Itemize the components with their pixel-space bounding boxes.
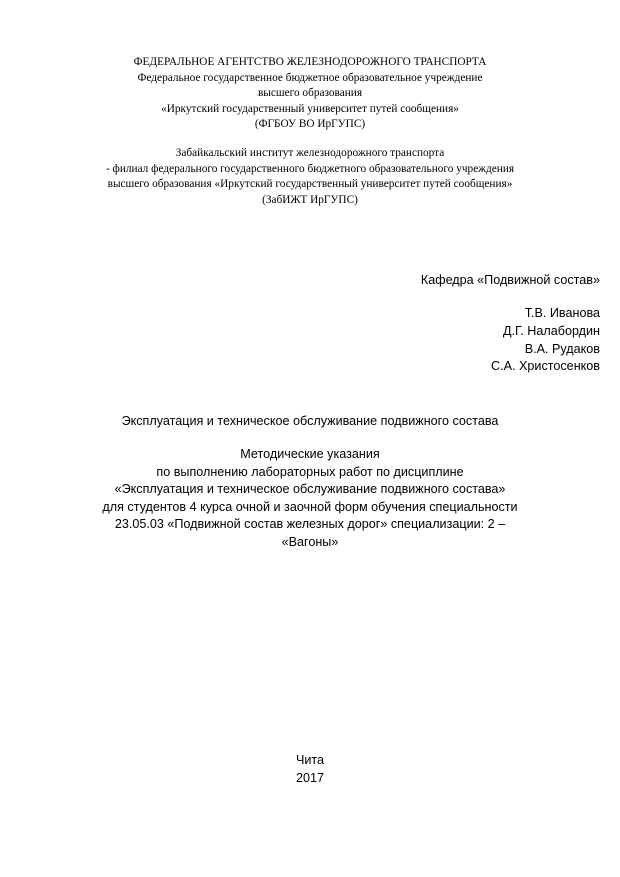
university-name: «Иркутский государственный университет путей сообщения» xyxy=(161,102,459,115)
department-name xyxy=(421,272,600,290)
year: 2017 xyxy=(295,770,325,785)
document-title-text: Эксплуатация и техническое обслуживание подвижного состава xyxy=(121,414,499,428)
document-title xyxy=(0,413,620,431)
specialty-line: 23.05.03 «Подвижной состав железных дорог» специализации: 2 – xyxy=(114,517,506,532)
discipline-name: «Эксплуатация и техническое обслуживание подвижного состава» xyxy=(114,482,506,497)
institution-type: Федеральное государственное бюджетное образовательное учреждение xyxy=(137,71,483,84)
authors-list xyxy=(491,305,600,376)
agency-name: ФЕДЕРАЛЬНОЕ АГЕНТСТВО ЖЕЛЕЗНОДОРОЖНОГО ТРАНСПОРТА xyxy=(133,56,487,68)
institute-abbreviation: (ЗабИЖТ ИрГУПС) xyxy=(262,193,358,206)
specialization-name: «Вагоны» xyxy=(281,534,339,549)
description-line: для студентов 4 курса очной и заочной форм обучения специальности xyxy=(102,499,518,514)
author-name: С.А. Христосенков xyxy=(491,359,600,374)
footer xyxy=(0,752,620,788)
branch-parent-university: высшего образования «Иркутский государственный университет путей сообщения» xyxy=(107,178,513,190)
university-abbreviation: (ФГБОУ ВО ИрГУПС) xyxy=(254,118,366,130)
description-line: по выполнению лабораторных работ по дисциплине xyxy=(156,464,464,479)
department-label: Кафедра «Подвижной состав» xyxy=(420,273,600,287)
author-name: Т.В. Иванова xyxy=(524,306,600,320)
city: Чита xyxy=(295,753,325,767)
author-name: В.А. Рудаков xyxy=(524,341,600,356)
author-name: Д.Г. Налабордин xyxy=(502,323,600,338)
education-level: высшего образования xyxy=(257,87,363,99)
institute-header xyxy=(0,146,620,208)
institute-name: Забайкальский институт железнодорожного транспорта xyxy=(175,147,445,159)
branch-description: - филиал федерального государственного бюджетного образовательного учреждения xyxy=(105,162,515,175)
document-type: Методические указания xyxy=(240,447,380,461)
agency-header xyxy=(0,55,620,133)
document-description xyxy=(0,446,620,552)
